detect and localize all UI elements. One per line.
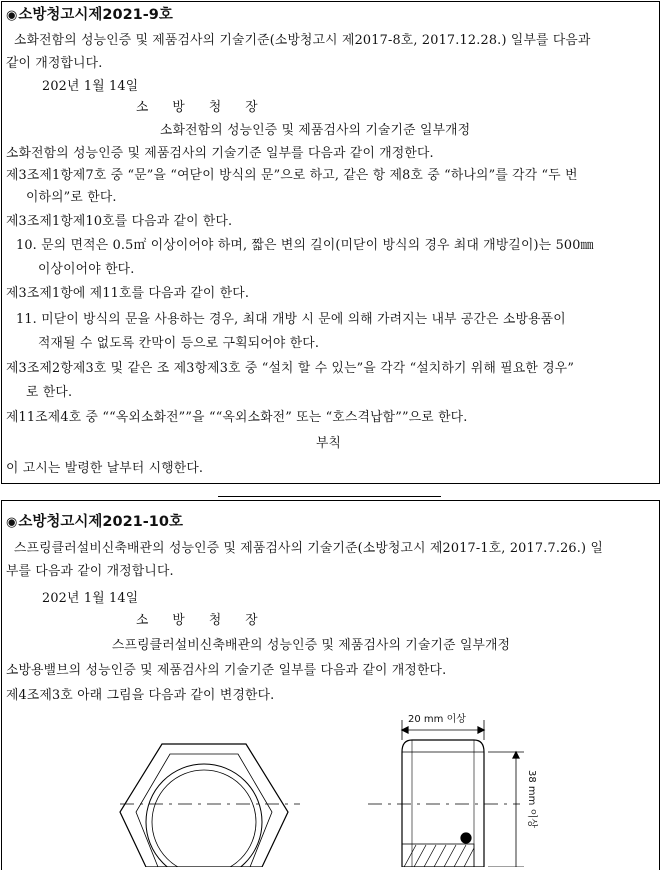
notice-1-intro-line2: 같이 개정합니다. <box>6 56 103 71</box>
figure-svg <box>0 712 663 867</box>
pipe-fitting-figure <box>0 712 663 867</box>
section-divider <box>218 496 441 497</box>
notice-1-body-line: 제3조제1항제10호를 다음과 같이 한다. <box>6 214 233 229</box>
notice-1-body-line: 제11조제4호 중 ““옥외소화전””을 ““옥외소화전” 또는 “호스격납함””으로 한다. <box>6 410 468 425</box>
height-dimension-label: 38 mm 이상 <box>526 770 537 828</box>
bullet-icon: ◉ <box>6 515 18 530</box>
notice-1-heading: ◉소방청고시제2021-9호 <box>6 7 173 23</box>
notice-1-supplement-text: 이 고시는 발령한 날부터 시행한다. <box>6 461 204 476</box>
notice-1-intro-line1: 소화전함의 성능인증 및 제품검사의 기술기준(소방청고시 제2017-8호, 2017.12.28.) 일부를 다음과 <box>14 33 591 48</box>
notice-2-body-line: 소방용밸브의 성능인증 및 제품검사의 기술기준 일부를 다음과 같이 개정한다. <box>6 663 447 678</box>
notice-2-date: 202년 1월 14일 <box>42 591 139 606</box>
notice-2-body-line: 제4조제3호 아래 그림을 다음과 같이 변경한다. <box>6 688 275 703</box>
notice-2-intro-line2: 부를 다음과 같이 개정합니다. <box>6 564 174 579</box>
notice-1-body-line: 제3조제1항에 제11호를 다음과 같이 한다. <box>6 286 250 301</box>
notice-1-body-line: 제3조제1항제7호 중 “문”을 “여닫이 방식의 문”으로 하고, 같은 항 제8호 중 “하나의”를 각각 “두 번 <box>6 168 578 183</box>
notice-1-body-line: 제3조제2항제3호 및 같은 조 제3항제3호 중 “설치 할 수 있는”을 각각 “설치하기 위해 필요한 경우” <box>6 361 575 376</box>
notice-2-agency: 소 방 청 장 <box>136 613 268 628</box>
bullet-icon: ◉ <box>6 8 18 23</box>
notice-2-subtitle: 스프링클러설비신축배관의 성능인증 및 제품검사의 기술기준 일부개정 <box>112 638 511 653</box>
notice-1-body-line: 적재될 수 없도록 칸막이 등으로 구획되어야 한다. <box>38 336 320 351</box>
notice-1-date: 202년 1월 14일 <box>42 79 139 94</box>
notice-1-body-line: 10. 문의 면적은 0.5㎡ 이상이어야 하며, 짧은 변의 길이(미닫이 방식의 경우 최대 개방길이)는 500㎜ <box>16 238 594 253</box>
hex-nut-drawing <box>120 744 300 867</box>
width-dimension-label: 20 mm 이상 <box>408 714 466 725</box>
notice-1-body-line: 이상이어야 한다. <box>38 262 135 277</box>
notice-2-heading: ◉소방청고시제2021-10호 <box>6 514 183 530</box>
notice-1-body-line: 11. 미닫이 방식의 문을 사용하는 경우, 최대 개방 시 문에 의해 가려지는 내부 공간은 소방용품이 <box>16 312 566 327</box>
notice-1-body-line: 소화전함의 성능인증 및 제품검사의 기술기준 일부를 다음과 같이 개정한다. <box>6 146 434 161</box>
notice-1-body-line: 로 한다. <box>26 385 73 400</box>
notice-1-agency: 소 방 청 장 <box>136 100 268 115</box>
notice-1-subtitle: 소화전함의 성능인증 및 제품검사의 기술기준 일부개정 <box>160 123 471 138</box>
notice-1-supplement-title: 부칙 <box>316 436 342 451</box>
side-view-drawing <box>368 720 524 867</box>
notice-2-intro-line1: 스프링클러설비신축배관의 성능인증 및 제품검사의 기술기준(소방청고시 제2017-1호, 2017.7.26.) 일 <box>14 541 604 556</box>
notice-1-body-line: 이하의”로 한다. <box>26 190 117 205</box>
